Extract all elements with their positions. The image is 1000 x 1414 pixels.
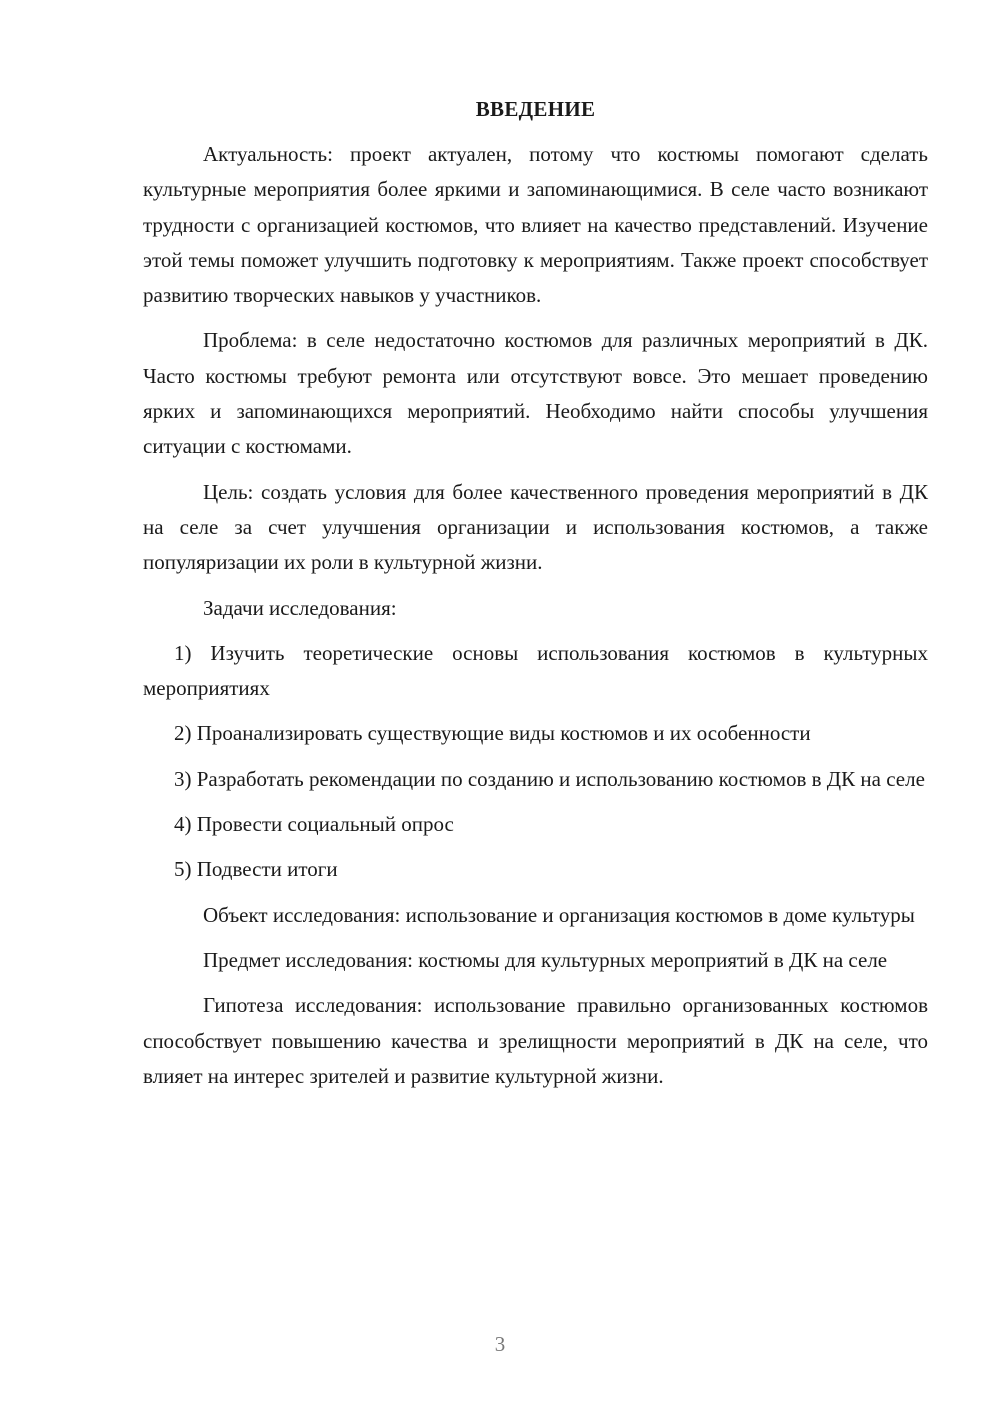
object-paragraph: Объект исследования: использование и организация костюмов в доме культуры: [203, 902, 915, 927]
task-item: 5) Подвести итоги: [174, 857, 338, 882]
problem-paragraph: Проблема: в селе недостаточно костюмов для различных мероприятий в ДК. Часто костюмы требуют ремонта или отсутствуют вовсе. Это мешает проведению ярких и запоминающихся мероприятий. Необходимо найти способы улучшения ситуации с костюмами.: [143, 328, 928, 459]
task-item: 4) Провести социальный опрос: [174, 812, 454, 837]
tasks-heading: Задачи исследования:: [203, 595, 397, 620]
task-item: 1) Изучить теоретические основы использования костюмов в культурных мероприятиях: [143, 640, 928, 701]
hypothesis-paragraph: Гипотеза исследования: использование правильно организованных костюмов способствует повышению качества и зрелищности мероприятий в ДК на селе, что влияет на интерес зрителей и развитие культурной жизни.: [143, 993, 928, 1088]
document-page: [143, 92, 928, 1094]
page-number: 3: [494, 1332, 506, 1356]
task-item: 2) Проанализировать существующие виды костюмов и их особенности: [174, 721, 811, 746]
task-item: 3) Разработать рекомендации по созданию и использованию костюмов в ДК на селе: [174, 766, 925, 791]
goal-paragraph: Цель: создать условия для более качественного проведения мероприятий в ДК на селе за счет улучшения организации и использования костюмов, а также популяризации их роли в культурной жизни.: [143, 479, 928, 575]
relevance-paragraph: Актуальность: проект актуален, потому что костюмы помогают сделать культурные мероприятия более яркими и запоминающимися. В селе часто возникают трудности с организацией костюмов, что влияет на качество представлений. Изучение этой темы поможет улучшить подготовку к мероприятиям. Также проект способствует развитию творческих навыков у участников.: [143, 142, 928, 308]
page-title: ВВЕДЕНИЕ: [475, 97, 596, 121]
subject-paragraph: Предмет исследования: костюмы для культурных мероприятий в ДК на селе: [203, 947, 888, 972]
